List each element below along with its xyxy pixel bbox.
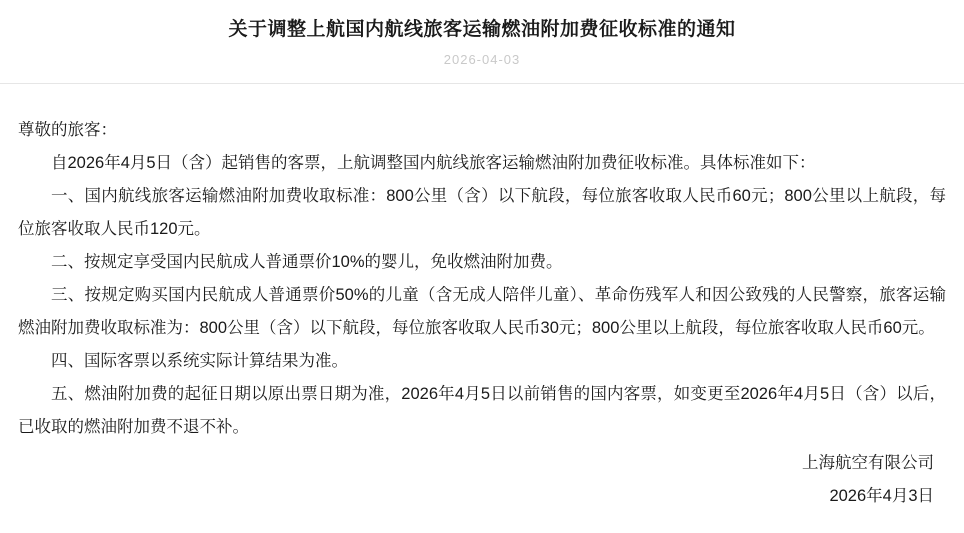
paragraph-4: 三、按规定购买国内民航成人普通票价50%的儿童（含无成人陪伴儿童）、革命伤残军人和因公致残的人民警察，旅客运输燃油附加费收取标准为：800公里（含）以下航段，每位旅客收取人民币30元；800公里以上航段，每位旅客收取人民币60元。 (18, 286, 946, 337)
page-title: 关于调整上航国内航线旅客运输燃油附加费征收标准的通知 (228, 19, 736, 40)
salutation: 尊敬的旅客： (18, 121, 117, 139)
paragraph-3: 二、按规定享受国内民航成人普通票价10%的婴儿，免收燃油附加费。 (51, 253, 563, 271)
signature-company: 上海航空有限公司 (802, 454, 934, 472)
signature-date: 2026年4月3日 (829, 487, 934, 505)
publish-date: 2026-04-03 (443, 52, 521, 67)
signature-block (802, 447, 934, 513)
paragraph-1: 自2026年4月5日（含）起销售的客票，上航调整国内航线旅客运输燃油附加费征收标准。具体标准如下： (51, 154, 816, 172)
paragraph-5: 四、国际客票以系统实际计算结果为准。 (51, 352, 348, 370)
paragraph-6: 五、燃油附加费的起征日期以原出票日期为准，2026年4月5日以前销售的国内客票，如变更至2026年4月5日（含）以后，已收取的燃油附加费不退不补。 (18, 385, 946, 436)
document-header (0, 0, 964, 67)
notice-body (0, 84, 964, 444)
paragraph-2: 一、国内航线旅客运输燃油附加费收取标准：800公里（含）以下航段，每位旅客收取人民币60元；800公里以上航段，每位旅客收取人民币120元。 (18, 187, 946, 238)
